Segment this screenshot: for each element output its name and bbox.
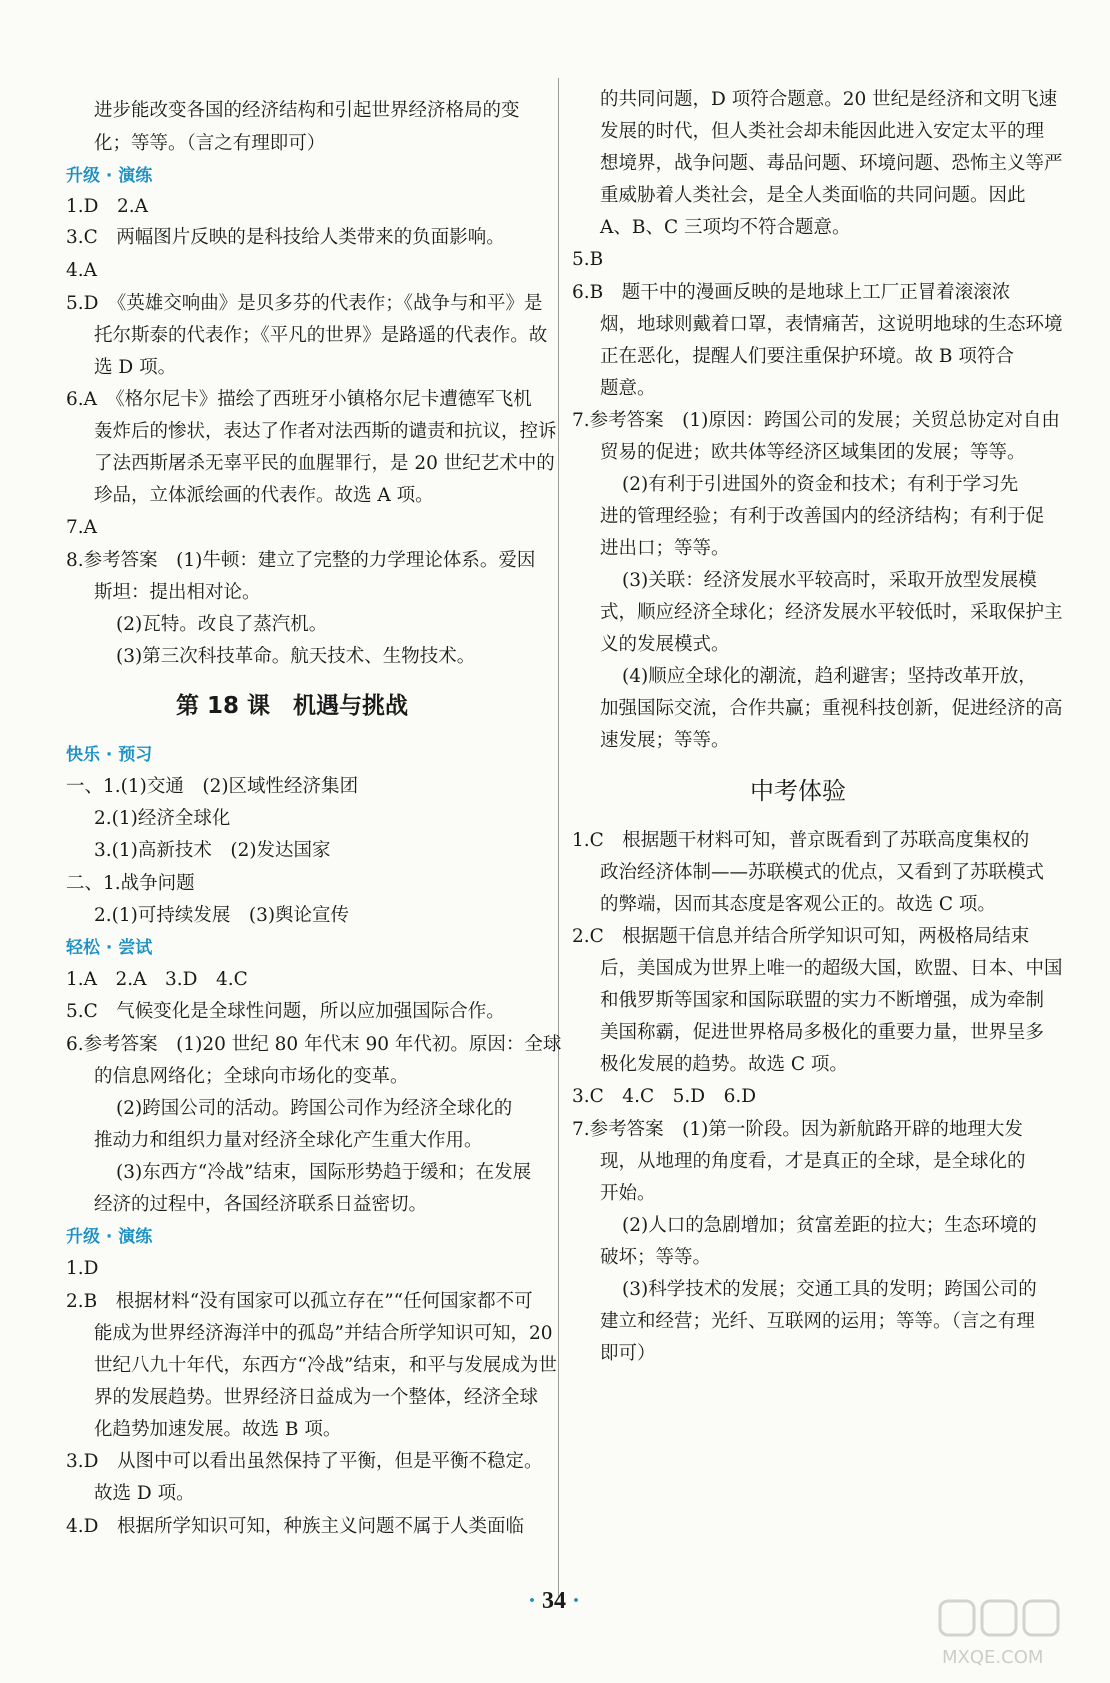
text-line-right-36: (3)科学技术的发展；交通工具的发明；跨国公司的 xyxy=(622,1279,1037,1300)
text-line-right-37: 建立和经营；光纤、互联网的运用；等等。（言之有理 xyxy=(600,1311,1035,1332)
text-line-left-33: 经济的过程中，各国经济联系日益密切。 xyxy=(94,1194,428,1215)
text-line-right-34: (2)人口的急剧增加；贫富差距的拉大；生态环境的 xyxy=(622,1215,1037,1236)
text-line-left-11: 了法西斯屠杀无辜平民的血腥罪行，是 20 世纪艺术中的 xyxy=(94,453,555,474)
text-line-right-8: 正在恶化，提醒人们要注重保护环境。故 B 项符合 xyxy=(600,346,1014,367)
text-line-right-15: (3)关联：经济发展水平较高时，采取开放型发展模 xyxy=(622,570,1037,591)
text-line-left-3: 1.D 2.A xyxy=(66,196,148,217)
text-line-right-13: 进的管理经验；有利于改善国内的经济结构；有利于促 xyxy=(600,506,1045,527)
text-line-right-18: (4)顺应全球化的潮流，趋利避害；坚持改革开放， xyxy=(622,666,1037,687)
text-line-right-9: 题意。 xyxy=(600,378,656,399)
text-line-left-7: 托尔斯泰的代表作；《平凡的世界》是路遥的代表作。故 xyxy=(94,325,548,346)
text-line-right-38: 即可） xyxy=(600,1343,656,1364)
text-line-left-20: 一、1.(1)交通 (2)区域性经济集团 xyxy=(66,776,359,797)
text-line-right-24: 的弊端，因而其态度是客观公正的。故选 C 项。 xyxy=(600,894,996,915)
text-line-left-13: 7.A xyxy=(66,517,98,538)
section-heading-left-25: 轻松 · 尝试 xyxy=(66,938,153,958)
text-line-left-32: (3)东西方“冷战”结束，国际形势趋于缓和；在发展 xyxy=(116,1162,532,1183)
page-dot-right: · xyxy=(572,1588,581,1614)
text-line-right-12: (2)有利于引进国外的资金和技术；有利于学习先 xyxy=(622,474,1019,495)
text-line-right-35: 破坏；等等。 xyxy=(600,1247,712,1268)
text-line-right-32: 现，从地理的角度看，才是真正的全球，是全球化的 xyxy=(600,1151,1026,1172)
text-line-right-20: 速发展；等等。 xyxy=(600,730,730,751)
text-line-right-33: 开始。 xyxy=(600,1183,656,1204)
text-line-right-29: 极化发展的趋势。故选 C 项。 xyxy=(600,1054,848,1075)
text-line-left-9: 6.A 《格尔尼卡》描绘了西班牙小镇格尔尼卡遭德军飞机 xyxy=(66,389,532,410)
section-heading-left-34: 升级 · 演练 xyxy=(66,1227,153,1247)
text-line-right-11: 贸易的促进；欧共体等经济区域集团的发展；等等。 xyxy=(600,442,1026,463)
text-line-left-38: 世纪八九十年代，东西方“冷战”结束，和平与发展成为世 xyxy=(94,1355,557,1376)
text-line-left-4: 3.C 两幅图片反映的是科技给人类带来的负面影响。 xyxy=(66,227,505,248)
text-line-left-6: 5.D 《英雄交响曲》是贝多芬的代表作；《战争与和平》是 xyxy=(66,293,543,314)
text-line-left-16: (2)瓦特。改良了蒸汽机。 xyxy=(116,614,328,635)
text-line-right-30: 3.C 4.C 5.D 6.D xyxy=(572,1086,757,1107)
page-number xyxy=(509,1588,599,1615)
text-line-right-22: 1.C 根据题干材料可知，普京既看到了苏联高度集权的 xyxy=(572,830,1030,851)
text-line-left-23: 二、1.战争问题 xyxy=(66,873,195,894)
text-line-left-14: 8.参考答案 (1)牛顿：建立了完整的力学理论体系。爱因 xyxy=(66,550,536,571)
text-line-right-7: 烟，地球则戴着口罩，表情痛苦，这说明地球的生态环境 xyxy=(600,314,1063,335)
page-number-value: 34 xyxy=(542,1588,566,1614)
text-line-left-27: 5.C 气候变化是全球性问题，所以应加强国际合作。 xyxy=(66,1001,505,1022)
text-line-left-39: 界的发展趋势。世界经济日益成为一个整体，经济全球 xyxy=(94,1387,539,1408)
text-line-left-30: (2)跨国公司的活动。跨国公司作为经济全球化的 xyxy=(116,1098,513,1119)
text-line-left-35: 1.D xyxy=(66,1258,99,1279)
text-line-left-10: 轰炸后的惨状，表达了作者对法西斯的谴责和抗议，控诉 xyxy=(94,421,557,442)
watermark-logo xyxy=(932,1595,1092,1675)
text-line-left-43: 4.D 根据所学知识可知，种族主义问题不属于人类面临 xyxy=(66,1516,524,1537)
text-line-left-28: 6.参考答案 (1)20 世纪 80 年代末 90 年代初。原因：全球 xyxy=(66,1034,562,1055)
text-line-left-31: 推动力和组织力量对经济全球化产生重大作用。 xyxy=(94,1130,483,1151)
text-line-left-36: 2.B 根据材料“没有国家可以孤立存在”“任何国家都不可 xyxy=(66,1291,533,1312)
text-line-left-17: (3)第三次科技革命。航天技术、生物技术。 xyxy=(116,646,476,667)
text-line-right-31: 7.参考答案 (1)第一阶段。因为新航路开辟的地理大发 xyxy=(572,1119,1023,1140)
text-line-right-3: 重威胁着人类社会，是全人类面临的共同问题。因此 xyxy=(600,185,1026,206)
watermark-text: MXQE.COM xyxy=(942,1647,1044,1668)
text-line-right-27: 和俄罗斯等国家和国际联盟的实力不断增强，成为牵制 xyxy=(600,990,1045,1011)
text-line-right-10: 7.参考答案 (1)原因：跨国公司的发展；关贸总协定对自由 xyxy=(572,410,1060,431)
column-divider xyxy=(558,78,559,1598)
text-line-left-5: 4.A xyxy=(66,260,98,281)
text-line-left-1: 化；等等。（言之有理即可） xyxy=(94,133,326,154)
text-line-right-14: 进出口；等等。 xyxy=(600,538,730,559)
text-line-right-17: 义的发展模式。 xyxy=(600,634,730,655)
lesson-title-right-21: 中考体验 xyxy=(750,777,846,805)
text-line-left-24: 2.(1)可持续发展 (3)舆论宣传 xyxy=(94,905,350,926)
lesson-title-left-18: 第 18 课 机遇与挑战 xyxy=(176,693,409,719)
text-line-right-6: 6.B 题干中的漫画反映的是地球上工厂正冒着滚滚浓 xyxy=(572,282,1011,303)
page-dot-left: · xyxy=(527,1588,536,1614)
text-line-left-26: 1.A 2.A 3.D 4.C xyxy=(66,969,248,990)
text-line-right-2: 想境界，战争问题、毒品问题、环境问题、恐怖主义等严 xyxy=(600,153,1063,174)
text-line-left-37: 能成为世界经济海洋中的孤岛”并结合所学知识可知，20 xyxy=(94,1323,553,1344)
text-line-left-41: 3.D 从图中可以看出虽然保持了平衡，但是平衡不稳定。 xyxy=(66,1451,543,1472)
section-heading-left-19: 快乐 · 预习 xyxy=(66,745,153,765)
text-line-right-0: 的共同问题，D 项符合题意。20 世纪是经济和文明飞速 xyxy=(600,89,1058,110)
text-line-right-23: 政治经济体制——苏联模式的优点，又看到了苏联模式 xyxy=(600,862,1045,883)
text-line-left-12: 珍品，立体派绘画的代表作。故选 A 项。 xyxy=(94,485,434,506)
text-line-right-5: 5.B xyxy=(572,249,604,270)
section-heading-left-2: 升级 · 演练 xyxy=(66,166,153,186)
text-line-left-29: 的信息网络化；全球向市场化的变革。 xyxy=(94,1066,409,1087)
text-line-left-40: 化趋势加速发展。故选 B 项。 xyxy=(94,1419,342,1440)
text-line-left-21: 2.(1)经济全球化 xyxy=(94,808,231,829)
text-line-right-1: 发展的时代，但人类社会却未能因此进入安定太平的理 xyxy=(600,121,1045,142)
text-line-left-8: 选 D 项。 xyxy=(94,357,177,378)
text-line-right-26: 后，美国成为世界上唯一的超级大国，欧盟、日本、中国 xyxy=(600,958,1063,979)
text-line-right-25: 2.C 根据题干信息并结合所学知识可知，两极格局结束 xyxy=(572,926,1030,947)
text-line-left-15: 斯坦：提出相对论。 xyxy=(94,582,261,603)
text-line-right-16: 式，顺应经济全球化；经济发展水平较低时，采取保护主 xyxy=(600,602,1063,623)
text-line-left-22: 3.(1)高新技术 (2)发达国家 xyxy=(94,840,331,861)
text-line-right-19: 加强国际交流，合作共赢；重视科技创新，促进经济的高 xyxy=(600,698,1063,719)
text-line-right-28: 美国称霸，促进世界格局多极化的重要力量，世界呈多 xyxy=(600,1022,1045,1043)
text-line-left-42: 故选 D 项。 xyxy=(94,1483,195,1504)
text-line-right-4: A、B、C 三项均不符合题意。 xyxy=(600,217,851,238)
text-line-left-0: 进步能改变各国的经济结构和引起世界经济格局的变 xyxy=(94,100,520,121)
